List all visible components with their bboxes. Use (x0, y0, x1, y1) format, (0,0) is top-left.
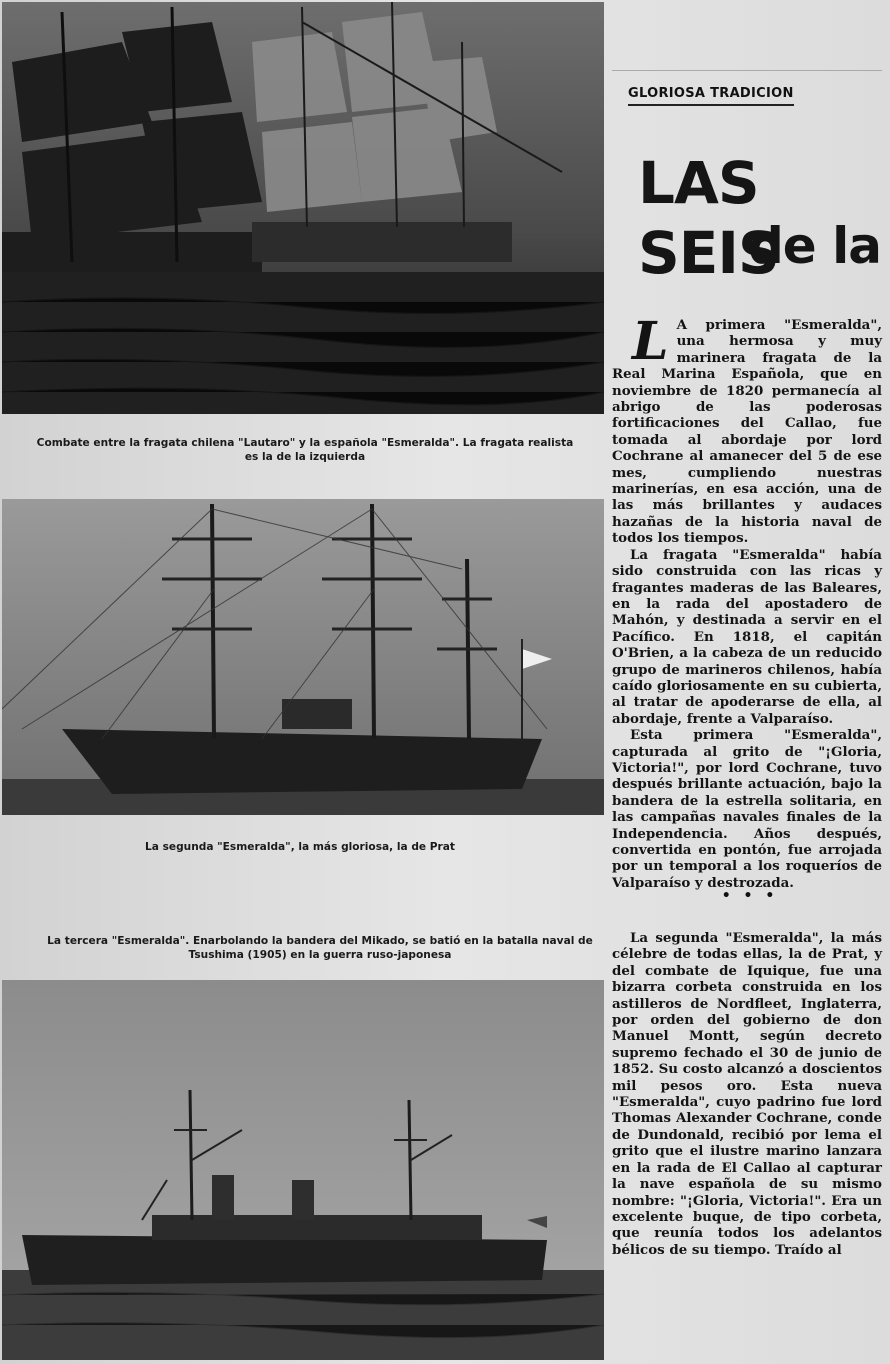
headline-line-1: LAS SEIS (638, 149, 779, 287)
photo-corvette-esmeralda (2, 499, 604, 815)
drop-cap: L (632, 311, 669, 372)
photo-caption: La tercera "Esmeralda". Enarbolando la bandera del Mikado, se batió en la batalla naval de Tsushima (1905) en la guerra ruso-japonesa (47, 935, 593, 961)
section-label: GLORIOSA TRADICION (628, 86, 794, 106)
divider (612, 70, 882, 71)
article-body-part-1 (612, 311, 882, 891)
photo-caption: La segunda "Esmeralda", la más gloriosa, la de Prat (145, 841, 455, 853)
photo-caption: Combate entre la fragata chilena "Lautaro" y la española "Esmeralda". La fragata realista es la de la izquierda (36, 437, 574, 463)
article-paragraph: La fragata "Esmeralda" había sido construida con las ricas y fragantes maderas de las Baleares, en la rada del apostadero de Mahón, y destinada a servir en el Pacífico. En 1818, el capitán O'Brien, a la cabeza de un reducido grupo de marineros chilenos, había caído gloriosamente en su cubierta, al tratar de apoderarse de ella, al abordaje, frente a Valparaíso. (612, 546, 882, 727)
article-body-part-2 (612, 930, 882, 1258)
article-paragraph: Esta primera "Esmeralda", capturada al grito de "¡Gloria, Victoria!", por lord Cochrane, tuvo después brillante actuación, bajo la bandera de la estrella solitaria, en las campañas navales finales de la Independencia. Años después, convertida en pontón, fue arrojada por un temporal a los roqueríos de Valparaíso y destrozada. (612, 727, 882, 891)
photo-cruiser-esmeralda (2, 980, 604, 1360)
article-paragraph: La segunda "Esmeralda", la más célebre de todas ellas, la de Prat, y del combate de Iquique, fue una bizarra corbeta construida en los astilleros de Nordfleet, Inglaterra, por orden del gobierno de don Manuel Montt, según decreto supremo fechado el 30 de junio de 1852. Su costo alcanzó a doscientos mil pesos oro. Esta nueva "Esmeralda", cuyo padrino fue lord Thomas Alexander Cochrane, conde de Dundonald, recibió por lema el grito que el ilustre marino lanzara en la rada de El Callao al capturar la nave española de su mismo nombre: "¡Gloria, Victoria!". Era un excelente buque, de tipo corbeta, que reunía todos los adelantos bélicos de su tiempo. Traído al (612, 930, 882, 1258)
section-separator: • • • (721, 888, 779, 904)
article-paragraph: L A primera "Esmeralda", una hermosa y muy marinera fragata de la Real Marina Española, que en noviembre de 1820 permanecía al abrigo de las poderosas fortificaciones del Callao, fue tomada al abordaje por lord Cochrane al amanecer del 5 de ese mes, cumpliendo nuestras marinerías, en esa acción, una de las más brillantes y audaces hazañas de la historia naval de todos los tiempos. (612, 311, 882, 547)
headline-line-2: de la (748, 217, 881, 275)
photo-frigates-battle (2, 2, 604, 414)
